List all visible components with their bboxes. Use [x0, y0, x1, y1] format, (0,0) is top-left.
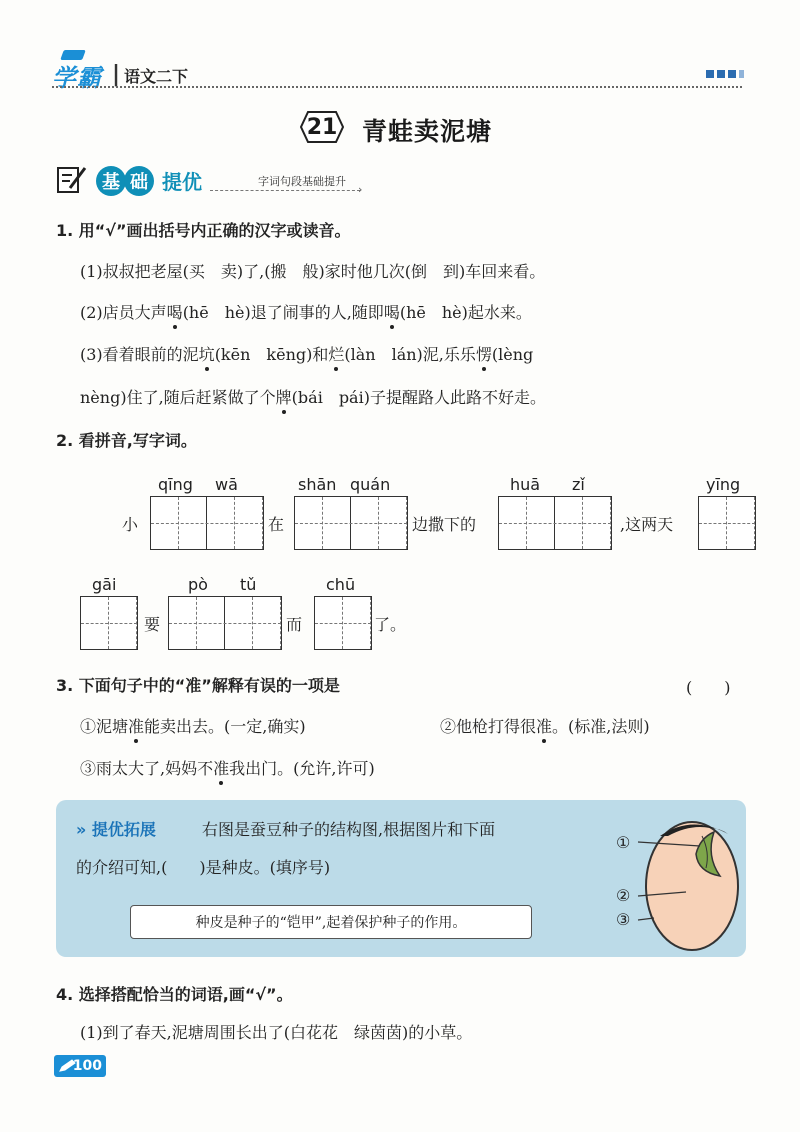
brand-logo: 学霸: [52, 64, 102, 92]
text: ①泥塘: [80, 717, 129, 736]
section-badge-ji: 基: [96, 166, 126, 196]
text: 在: [268, 515, 285, 534]
text: 边撒下的: [412, 515, 477, 534]
lesson-title: 青蛙卖泥塘: [362, 117, 493, 146]
pinyin: wā: [215, 475, 238, 494]
pinyin: pò: [188, 575, 208, 594]
dotted-char: 牌: [275, 388, 292, 407]
seed-label-3: ③: [616, 910, 631, 929]
text: 要: [144, 615, 161, 634]
writing-grid[interactable]: [314, 596, 372, 650]
q2-title: 2. 看拼音,写字词。: [56, 431, 197, 450]
section-subtitle: 字词句段基础提升: [258, 175, 346, 188]
lesson-number: 21: [306, 114, 338, 140]
pinyin: chū: [326, 575, 356, 594]
pencil-note-icon: [56, 164, 88, 194]
pinyin: yīng: [706, 475, 741, 494]
pinyin: gāi: [92, 575, 117, 594]
q1-line4: [80, 385, 546, 408]
text: 能卖出去。(一定,确实): [144, 717, 306, 736]
q4-line1: (1)到了春天,泥塘周围长出了(白花花 绿茵茵)的小草。: [80, 1023, 473, 1042]
section-title: 提优: [162, 170, 202, 194]
dotted-char: 准: [536, 717, 553, 736]
page-number: 100: [72, 1058, 102, 1074]
text: 提优拓展: [91, 820, 156, 839]
text: ②他枪打得很: [440, 717, 537, 736]
writing-grid[interactable]: [80, 596, 138, 650]
text: (2)店员大声: [80, 303, 167, 322]
q4-title: 4. 选择搭配恰当的词语,画“√”。: [56, 985, 293, 1004]
pinyin: shān: [298, 475, 337, 494]
q1-title: 1. 用“√”画出括号内正确的汉字或读音。: [56, 221, 351, 240]
dotted-char: 喝: [383, 303, 400, 322]
bean-seed-diagram: [610, 806, 746, 954]
book-title: 语文二下: [124, 67, 189, 86]
text: (làn lán)泥,乐乐: [344, 345, 476, 364]
writing-grid[interactable]: [698, 496, 756, 550]
chevron-right-icon: »: [76, 820, 92, 839]
seed-label-2: ②: [616, 886, 631, 905]
pinyin: tǔ: [240, 575, 257, 594]
extension-text2: 的介绍可知,( )是种皮。(填序号): [76, 858, 331, 877]
header-dots-icon: [706, 70, 744, 78]
text: (hē hè)退了闹事的人,随即: [182, 303, 384, 322]
extension-note: 种皮是种子的“铠甲”,起着保护种子的作用。: [130, 905, 532, 939]
q3-option3: [80, 756, 375, 779]
writing-grid[interactable]: [168, 596, 282, 650]
lesson-number-badge: [300, 110, 344, 144]
seed-label-1: ①: [616, 833, 631, 852]
arrow-right-icon: ›: [358, 183, 363, 196]
text: (hē hè)起水来。: [399, 303, 532, 322]
writing-grid[interactable]: [294, 496, 408, 550]
dotted-char: 烂: [328, 345, 345, 364]
answer-paren[interactable]: ( ): [686, 678, 731, 697]
dotted-char: 喝: [166, 303, 183, 322]
pinyin: quán: [350, 475, 391, 494]
section-underline: [210, 190, 360, 191]
pinyin: huā: [510, 475, 541, 494]
text: ,这两天: [620, 515, 674, 534]
extension-text1: 右图是蚕豆种子的结构图,根据图片和下面: [202, 820, 496, 839]
text: 小: [122, 515, 139, 534]
writing-grid[interactable]: [498, 496, 612, 550]
writing-grid[interactable]: [150, 496, 264, 550]
q1-line1: (1)叔叔把老屋(买 卖)了,(搬 般)家时他几次(倒 到)车回来看。: [80, 262, 546, 281]
pencil-icon: [58, 1059, 78, 1073]
dotted-char: 坑: [198, 345, 215, 364]
q3-title: 3. 下面句子中的“准”解释有误的一项是: [56, 676, 340, 695]
text: 。(标准,法则): [552, 717, 650, 736]
text: (3)看着眼前的泥: [80, 345, 199, 364]
section-badge-chu: 础: [124, 166, 154, 196]
text: nèng)住了,随后赶紧做了个: [80, 388, 276, 407]
pinyin: zǐ: [572, 475, 585, 494]
text: 了。: [374, 615, 407, 634]
brand-separator: |: [112, 62, 121, 87]
q1-line2: [80, 300, 532, 323]
text: 我出门。(允许,许可): [229, 759, 375, 778]
text: ③雨太大了,妈妈不: [80, 759, 214, 778]
dotted-char: 准: [128, 717, 145, 736]
text: 而: [286, 615, 303, 634]
extension-tag: [76, 817, 156, 840]
dotted-char: 准: [213, 759, 230, 778]
q1-line3: [80, 342, 533, 365]
header-divider: [52, 86, 742, 88]
text: (lèng: [491, 345, 534, 364]
dotted-char: 愣: [475, 345, 492, 364]
text: (bái pái)子提醒路人此路不好走。: [291, 388, 546, 407]
q3-option2: [440, 714, 650, 737]
pinyin: qīng: [158, 475, 193, 494]
text: (kēn kēng)和: [214, 345, 329, 364]
q3-option1: [80, 714, 306, 737]
